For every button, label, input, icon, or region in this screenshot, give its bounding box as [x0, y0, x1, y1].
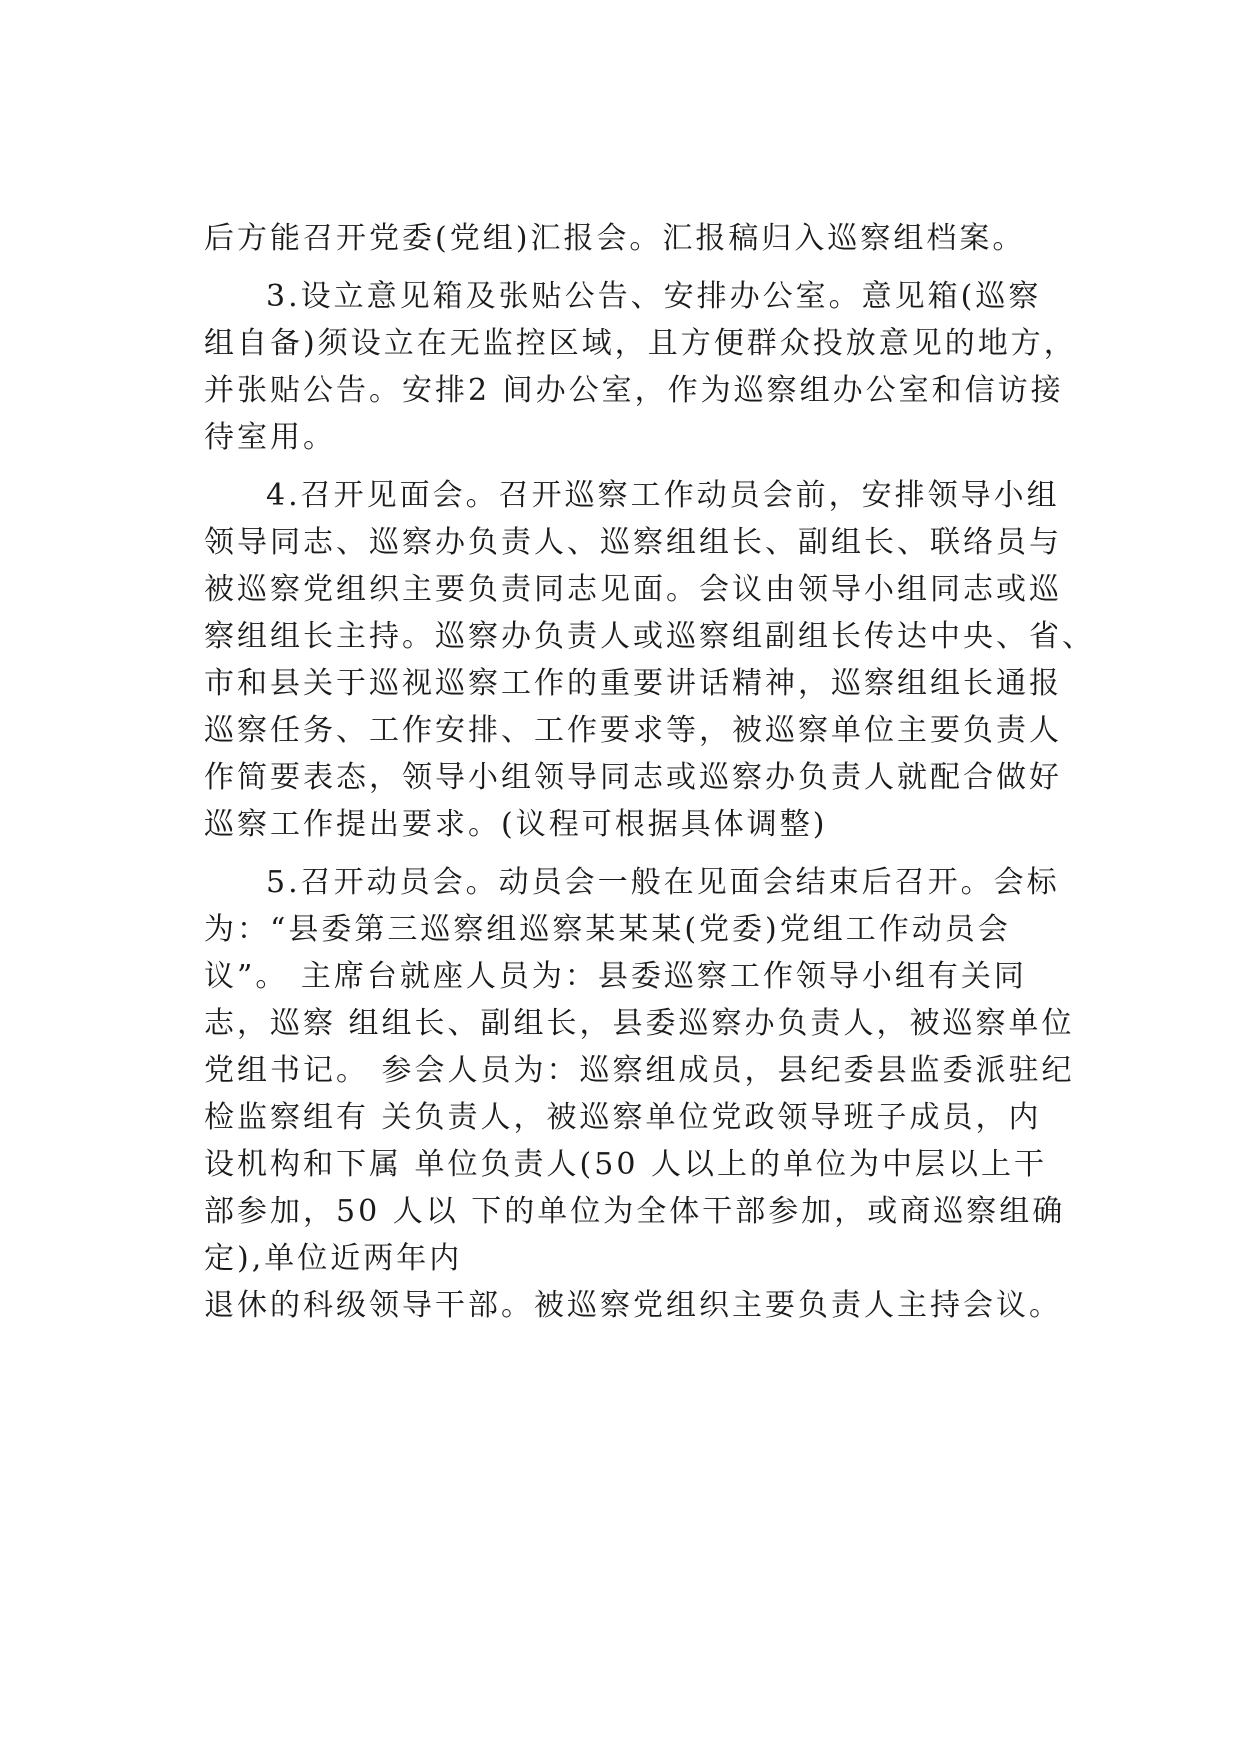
text-line: 巡察任务、工作安排、工作要求等，被巡察单位主要负责人	[204, 713, 1062, 748]
text-line: 后方能召开党委(党组)汇报会。汇报稿归入巡察组档案。	[204, 221, 1026, 256]
text-line: 检监察组有 关负责人，被巡察单位党政领导班子成员，内	[204, 1100, 1042, 1135]
text-line: 并张贴公告。安排2 间办公室，作为巡察组办公室和信访接	[204, 373, 1064, 408]
text-line: 为：“县委第三巡察组巡察某某某(党委)党组工作动员会	[204, 912, 1011, 947]
document-body	[204, 215, 1095, 1329]
paragraph-5	[204, 859, 1074, 1329]
text-line: 察组组长主持。巡察办负责人或巡察组副组长传达中央、省、	[204, 619, 1095, 654]
paragraph-3	[204, 273, 1077, 461]
text-line: 3.设立意见箱及张贴公告、安排办公室。意见箱(巡察	[266, 279, 1042, 314]
text-line: 部参加，50 人以 下的单位为全体干部参加，或商巡察组确	[204, 1194, 1066, 1229]
text-line: 巡察工作提出要求。(议程可根据具体调整)	[204, 807, 828, 842]
text-line: 志，巡察 组组长、副组长，县委巡察办负责人，被巡察单位	[204, 1006, 1075, 1041]
text-line: 定),单位近两年内	[204, 1241, 463, 1276]
text-line: 待室用。	[204, 420, 336, 455]
text-line: 党组书记。 参会人员为：巡察组成员，县纪委县监委派驻纪	[204, 1053, 1075, 1088]
paragraph-continuation	[204, 215, 1074, 262]
text-line: 作简要表态，领导小组领导同志或巡察办负责人就配合做好	[204, 760, 1062, 795]
text-line: 退休的科级领导干部。被巡察党组织主要负责人主持会议。	[204, 1288, 1062, 1323]
text-line: 市和县关于巡视巡察工作的重要讲话精神，巡察组组长通报	[204, 666, 1062, 701]
text-line: 4.召开见面会。召开巡察工作动员会前，安排领导小组	[266, 478, 1060, 513]
text-line: 设机构和下属 单位负责人(50 人以上的单位为中层以上干	[204, 1147, 1047, 1182]
paragraph-4	[204, 472, 1095, 848]
text-line: 5.召开动员会。动员会一般在见面会结束后召开。会标	[266, 865, 1060, 900]
text-line: 被巡察党组织主要负责同志见面。会议由领导小组同志或巡	[204, 572, 1062, 607]
text-line: 领导同志、巡察办负责人、巡察组组长、副组长、联络员与	[204, 525, 1062, 560]
text-line: 组自备)须设立在无监控区域，且方便群众投放意见的地方，	[204, 326, 1077, 361]
text-line: 议”。 主席台就座人员为：县委巡察工作领导小组有关同	[204, 959, 1027, 994]
